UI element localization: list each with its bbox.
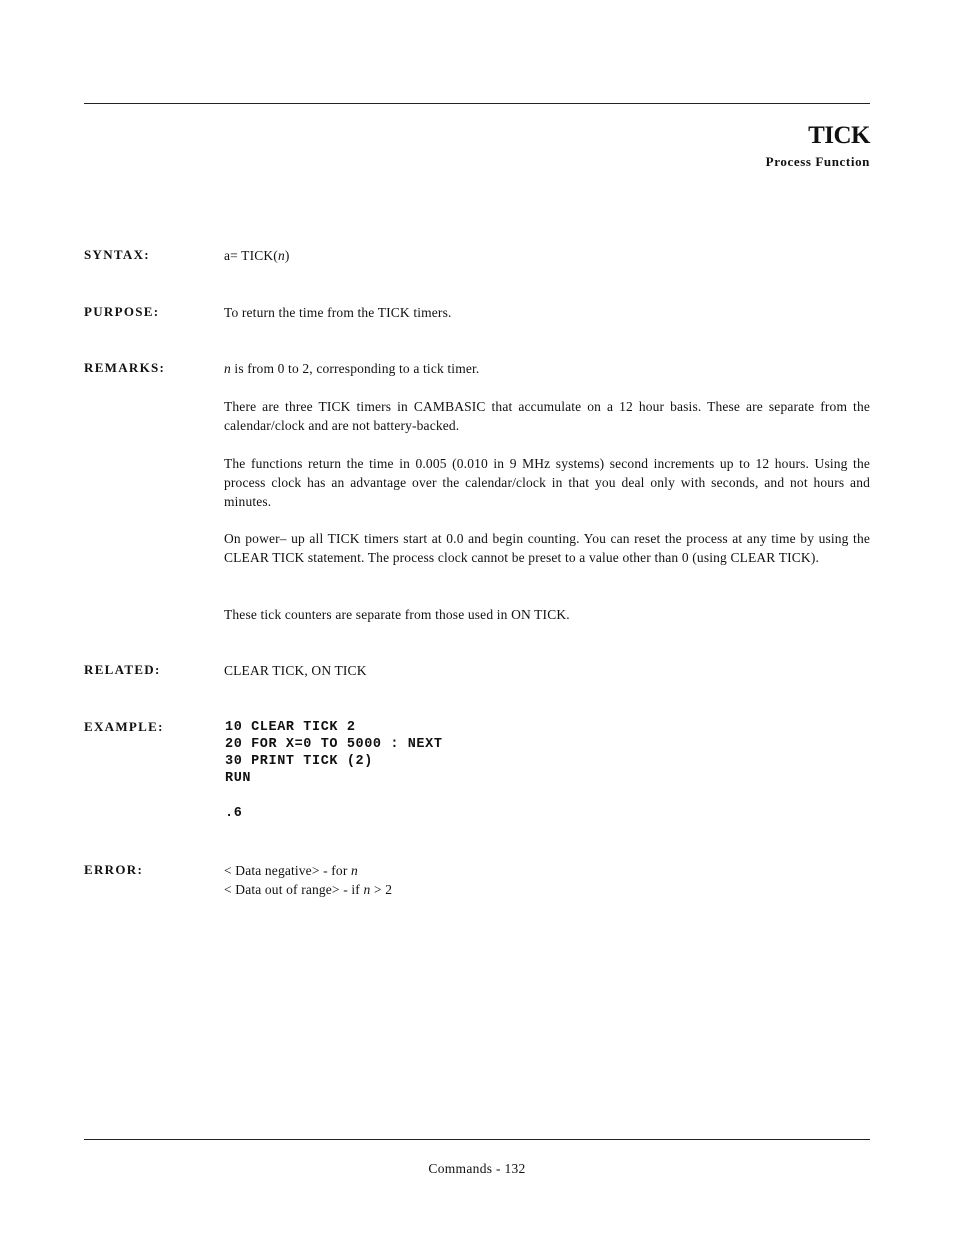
syntax-label: SYNTAX: [84,247,150,262]
example-code-line: 20 FOR X=0 TO 5000 : NEXT [225,737,443,752]
error-line-1-text: < Data negative> - for [224,863,351,878]
example-label: EXAMPLE: [84,719,164,734]
page-title: TICK [808,122,870,149]
syntax-var: n [277,248,285,263]
syntax-text [224,246,870,265]
remarks-p1 [224,359,870,378]
related-label: RELATED: [84,662,161,677]
purpose-label: PURPOSE: [84,304,160,319]
error-line-2-suffix: > 2 [370,882,393,897]
error-line-1 [224,861,870,880]
remarks-p2: There are three TICK timers in CAMBASIC that accumulate on a 12 hour basis. These are separate from the calendar/clock and are not battery-backed. [224,399,870,433]
error-line-2-var: n [363,882,371,897]
error-label: ERROR: [84,862,144,877]
syntax-prefix: a= TICK( [224,248,278,263]
error-line-1-var: n [351,863,358,878]
remarks-p1-var: n [224,361,231,376]
related-text: CLEAR TICK, ON TICK [224,663,367,678]
purpose-text: To return the time from the TICK timers. [224,305,452,320]
remarks-p1-text: is from 0 to 2, corresponding to a tick timer. [230,361,480,376]
remarks-p3: The functions return the time in 0.005 (0.010 in 9 MHz systems) second increments up to 12 hours. Using the process clock has an advantage over the calendar/clock in that you deal only with seconds, and not hours and minutes. [224,456,870,509]
example-output: .6 [225,806,243,821]
example-code-line: 10 CLEAR TICK 2 [225,720,356,735]
error-line-2-text: < Data out of range> - if [224,882,364,897]
page-subtitle: Process Function [765,154,870,169]
remarks-p4: On power– up all TICK timers start at 0.0 and begin counting. You can reset the process at any time by using the CLEAR TICK statement. The process clock cannot be preset to a value other than 0 (using CLEAR TICK). [224,531,870,565]
syntax-suffix: ) [284,248,290,263]
example-code-line: 30 PRINT TICK (2) [225,754,373,769]
footer-rule [84,1139,870,1140]
remarks-label: REMARKS: [84,360,166,375]
example-code-line: RUN [225,771,252,786]
header-rule [84,103,870,104]
remarks-p5: These tick counters are separate from those used in ON TICK. [224,607,570,622]
error-line-2 [224,880,870,899]
page-number: Commands - 132 [428,1161,526,1176]
